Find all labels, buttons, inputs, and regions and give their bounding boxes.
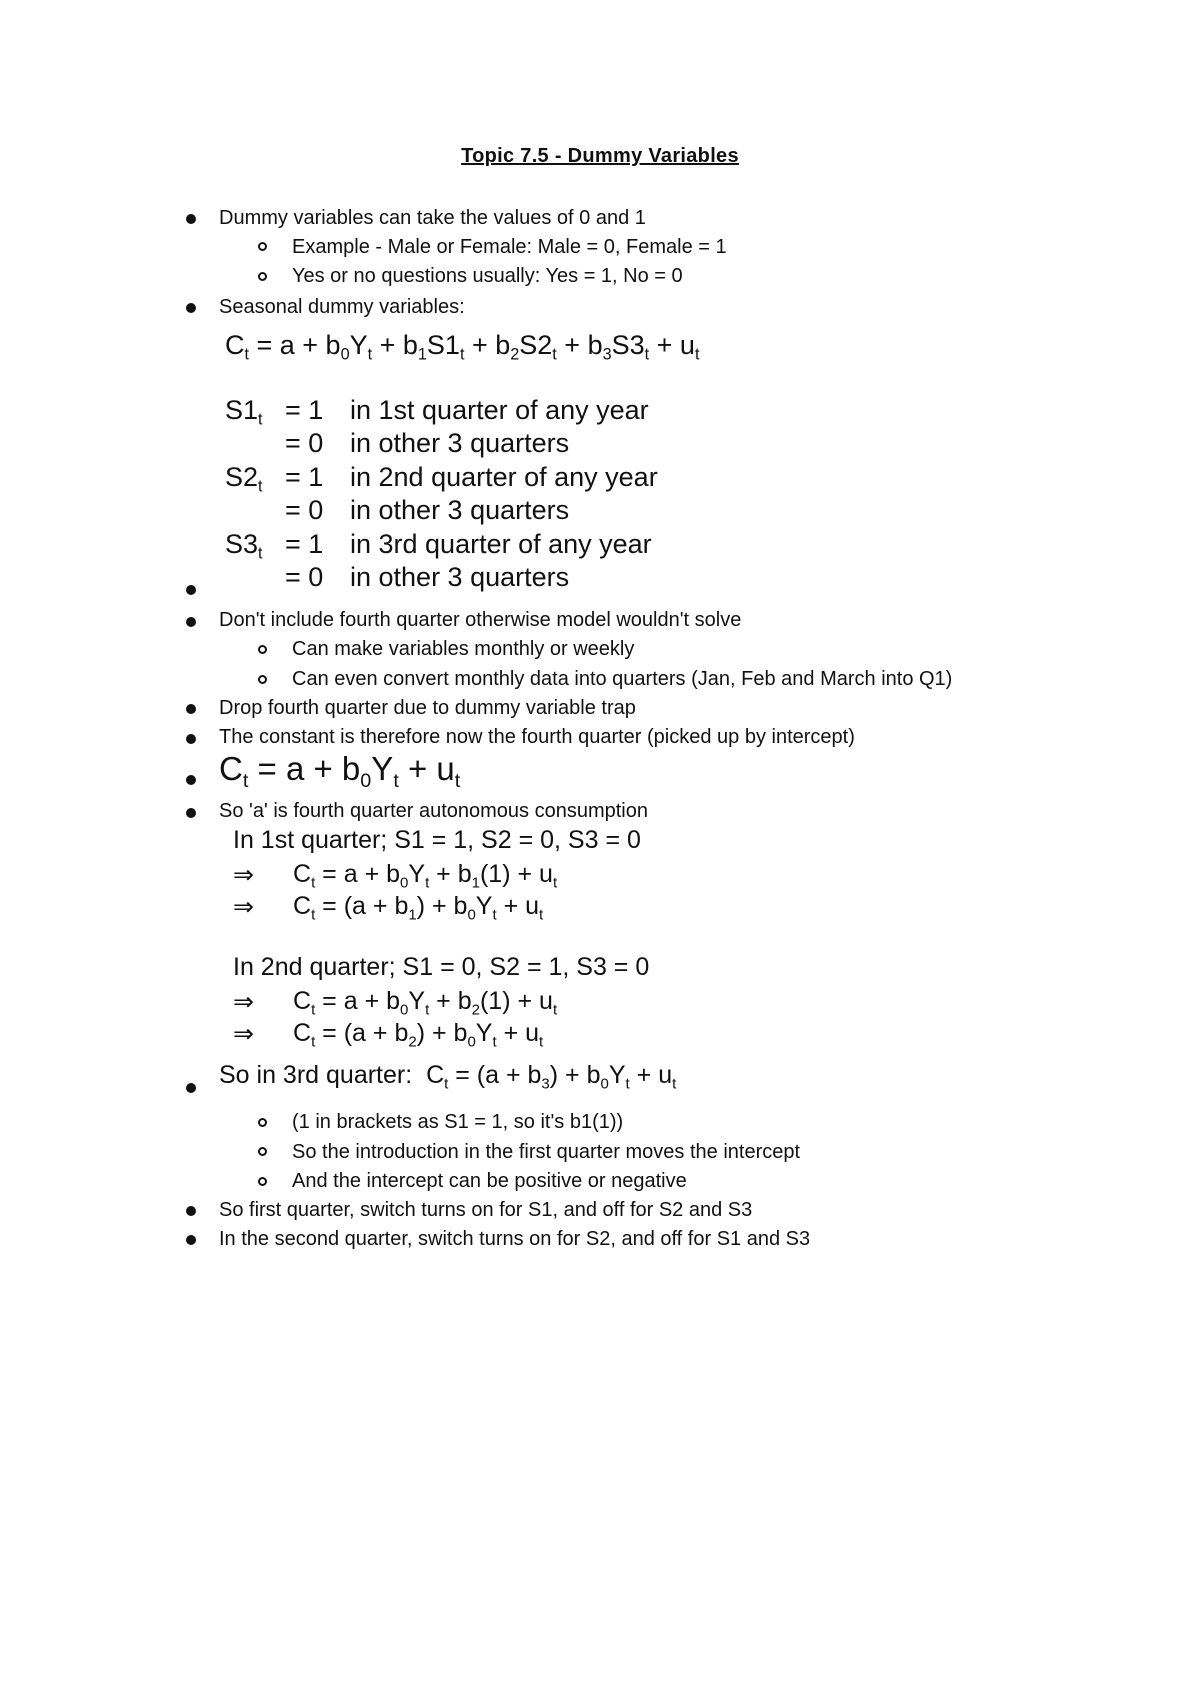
sub-bullet-circle — [258, 1177, 267, 1186]
bullet-dot — [186, 303, 196, 313]
bullet-text: Seasonal dummy variables: — [219, 296, 465, 318]
sub-bullet-text: Can make variables monthly or weekly — [292, 638, 635, 660]
sub-bullet-circle — [258, 1147, 267, 1156]
bullet-dot — [186, 704, 196, 714]
bullet-text: Don't include fourth quarter otherwise model wouldn't solve — [219, 609, 742, 631]
bullet-text: Dummy variables can take the values of 0 and 1 — [219, 207, 646, 229]
sub-bullet-text: Can even convert monthly data into quarters (Jan, Feb and March into Q1) — [292, 668, 953, 690]
sub-bullet-circle — [258, 645, 267, 654]
base-equation: $C_t = a + b_0Y_t + u_t$ — [219, 750, 461, 792]
sub-bullet-text: Yes or no questions usually: Yes = 1, No = 0 — [292, 265, 683, 287]
bullet-dot — [186, 585, 196, 595]
bullet-text: So 'a' is fourth quarter autonomous consumption — [219, 800, 648, 822]
sub-bullet-circle — [258, 1118, 267, 1127]
quarter-1-heading: In 1st quarter; S1 = 1, S2 = 0, S3 = 0 — [233, 826, 641, 854]
bullet-dot — [186, 1083, 196, 1093]
quarter-3-equation: So in 3rd quarter: $C_t = (a + b_3) + b_0Y_t + u_t$ — [219, 1061, 677, 1093]
bullet-text: In the second quarter, switch turns on for S2, and off for S1 and S3 — [219, 1228, 811, 1250]
quarter-2-heading: In 2nd quarter; S1 = 0, S2 = 1, S3 = 0 — [233, 953, 650, 981]
sub-bullet-text: So the introduction in the first quarter moves the intercept — [292, 1141, 801, 1163]
sub-bullet-text: Example - Male or Female: Male = 0, Female = 1 — [292, 236, 727, 258]
bullet-dot — [186, 617, 196, 627]
sub-bullet-text: And the intercept can be positive or negative — [292, 1170, 687, 1192]
bullet-text: Drop fourth quarter due to dummy variable trap — [219, 697, 636, 719]
sub-bullet-circle — [258, 242, 267, 251]
bullet-text: The constant is therefore now the fourth quarter (picked up by intercept) — [219, 726, 855, 748]
sub-bullet-circle — [258, 272, 267, 281]
page-title: Topic 7.5 - Dummy Variables — [461, 145, 739, 167]
seasonal-model-equation: $C_t = a + b_0Y_t + b_1S1_t + b_2S2_t + b_3S3_t + u_t$ — [225, 330, 700, 364]
sub-bullet-text: (1 in brackets as S1 = 1, so it's b1(1)) — [292, 1111, 624, 1133]
bullet-dot — [186, 1235, 196, 1245]
bullet-dot — [186, 808, 196, 818]
bullet-text: So first quarter, switch turns on for S1, and off for S2 and S3 — [219, 1199, 753, 1221]
sub-bullet-circle — [258, 675, 267, 684]
bullet-dot — [186, 1206, 196, 1216]
bullet-dot — [186, 734, 196, 744]
bullet-dot — [186, 775, 196, 785]
bullet-dot — [186, 214, 196, 224]
